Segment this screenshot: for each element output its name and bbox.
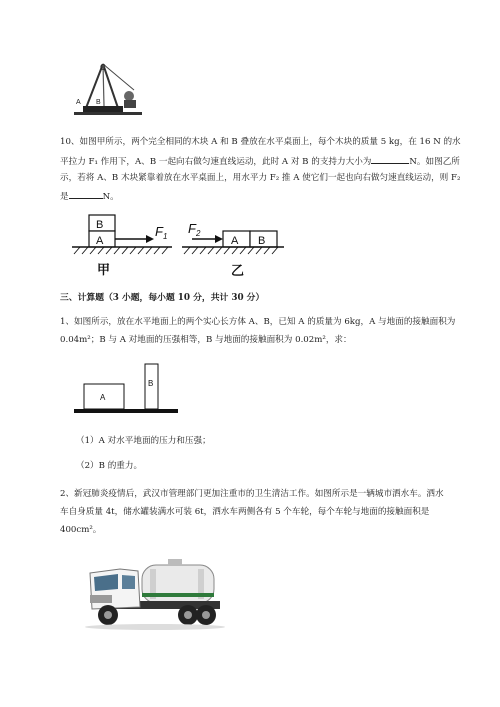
q10-line3: 示，若将 A、B 木块紧靠着放在水平桌面上，用水平力 F₂ 推 A 使它们一起也向右做匀速直线运动，则 F₂ (60, 173, 461, 183)
figure-jia (70, 212, 180, 282)
q2-line1: 2、新冠肺炎疫情后，武汉市管理部门更加注重市的卫生清洁工作。如图所示是一辆城市洒水车。洒水 (60, 489, 444, 499)
tripod-label-c: C (100, 63, 106, 72)
q1-ground (74, 409, 178, 413)
q1-block-b-label: B (148, 379, 154, 388)
q2-line2: 车自身质量 4t，储水罐装满水可装 6t，洒水车两侧各有 5 个车轮，每个车轮与地面的接触面积是 (60, 507, 430, 517)
block-b-label: B (96, 219, 104, 231)
caption-yi: 乙 (231, 263, 245, 278)
q1-sub1: （1）A 对水平地面的压力和压强； (76, 436, 211, 446)
tripod-figure (74, 60, 144, 118)
q10-line1: 10、如图甲所示，两个完全相同的木块 A 和 B 叠放在水平桌面上，每个木块的质量 5 kg，在 16 N 的水 (60, 137, 461, 147)
q2-line3: 400cm²。 (60, 525, 102, 535)
tripod-label-b: B (96, 99, 101, 106)
block-a-yi-label: A (231, 235, 239, 247)
force-f1-label: $F_1$ (155, 224, 168, 241)
q1-line1: 1、如图所示，放在水平地面上的两个实心长方体 A、B，已知 A 的质量为 6kg，A 与地面的接触面积为 (60, 317, 456, 327)
q10-line4-post: N。 (102, 192, 119, 202)
q1-figure (72, 362, 182, 420)
q1-block-a-label: A (100, 393, 106, 402)
q10-line4 (60, 190, 119, 203)
figure-yi (180, 220, 290, 282)
caption-jia: 甲 (97, 262, 111, 277)
q10-line2-pre: 平拉力 F₁ 作用下，A、B 一起向右做匀速直线运动，此时 A 对 B 的支持力大小为 (60, 157, 372, 167)
q10-blank-2[interactable] (69, 190, 103, 199)
force-f1-arrowhead (146, 235, 154, 243)
q1-line2: 0.04m²；B 与 A 对地面的压强相等，B 与地面的接触面积为 0.02m²，求： (60, 335, 352, 345)
q10-blank-1[interactable] (371, 155, 409, 164)
q10-line2-post: N。如图乙所 (409, 157, 460, 167)
force-f2-label: $F_2$ (188, 221, 201, 238)
tripod-label-a: A (76, 99, 81, 106)
block-b-yi-label: B (258, 235, 266, 247)
force-f2-arrowhead (215, 235, 223, 243)
section-3-title: 三、计算题（3 小题，每小题 10 分，共计 30 分） (60, 293, 265, 303)
water-truck-image (80, 555, 225, 635)
q10-line2 (60, 155, 460, 168)
q10-line4-pre: 是 (60, 192, 69, 202)
q1-sub2: （2）B 的重力。 (76, 461, 143, 471)
block-a-label: A (96, 235, 104, 247)
